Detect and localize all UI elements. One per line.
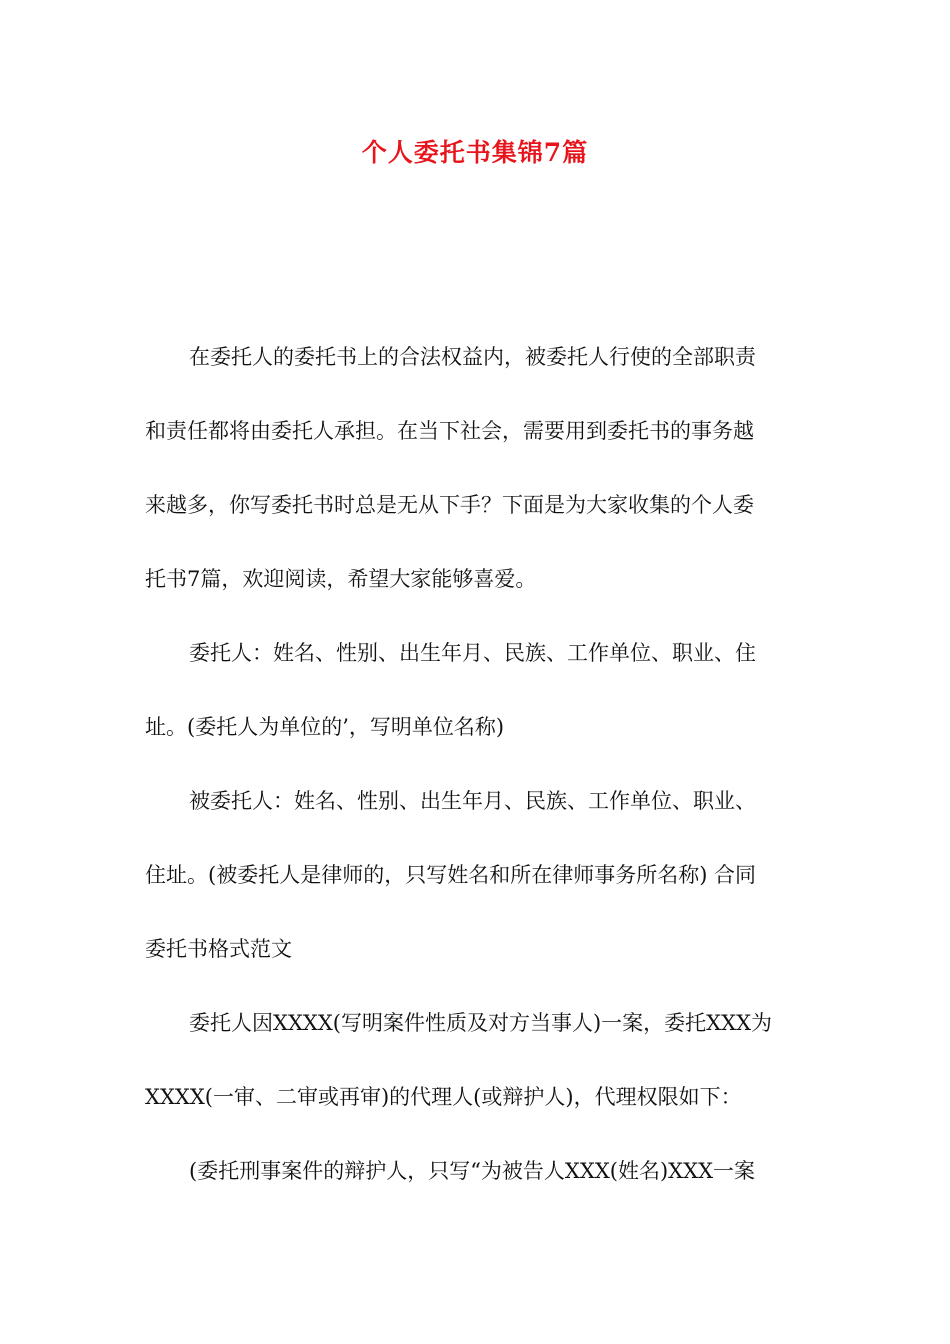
text-line: 在委托人的委托书上的合法权益内，被委托人行使的全部职责 bbox=[189, 345, 756, 369]
paragraph-intro bbox=[145, 320, 810, 616]
text-line: 托书7篇，欢迎阅读，希望大家能够喜爱。 bbox=[145, 567, 537, 591]
text-line: 来越多，你写委托书时总是无从下手？下面是为大家收集的个人委 bbox=[145, 493, 754, 517]
document-title: 个人委托书集锦7篇 bbox=[361, 138, 589, 167]
text-line: 委托书格式范文 bbox=[145, 937, 292, 961]
paragraph-agent bbox=[145, 764, 810, 986]
text-line: 住址。(被委托人是律师的，只写姓名和所在律师事务所名称) 合同 bbox=[145, 863, 757, 887]
paragraph-criminal-note bbox=[145, 1134, 810, 1208]
text-line: XXXX(一审、二审或再审)的代理人(或辩护人)，代理权限如下： bbox=[145, 1085, 742, 1109]
text-line: (委托刑事案件的辩护人，只写“为被告人XXX(姓名)XXX一案 bbox=[189, 1159, 756, 1183]
text-line: 址。(委托人为单位的’，写明单位名称) bbox=[145, 715, 505, 739]
text-line: 被委托人：姓名、性别、出生年月、民族、工作单位、职业、 bbox=[189, 789, 756, 813]
paragraph-principal bbox=[145, 616, 810, 764]
text-line: 委托人因XXXX(写明案件性质及对方当事人)一案，委托XXX为 bbox=[189, 1011, 773, 1035]
paragraph-case bbox=[145, 986, 810, 1134]
text-line: 和责任都将由委托人承担。在当下社会，需要用到委托书的事务越 bbox=[145, 419, 754, 443]
document-body bbox=[145, 320, 810, 1208]
text-line: 委托人：姓名、性别、出生年月、民族、工作单位、职业、住 bbox=[189, 641, 756, 665]
